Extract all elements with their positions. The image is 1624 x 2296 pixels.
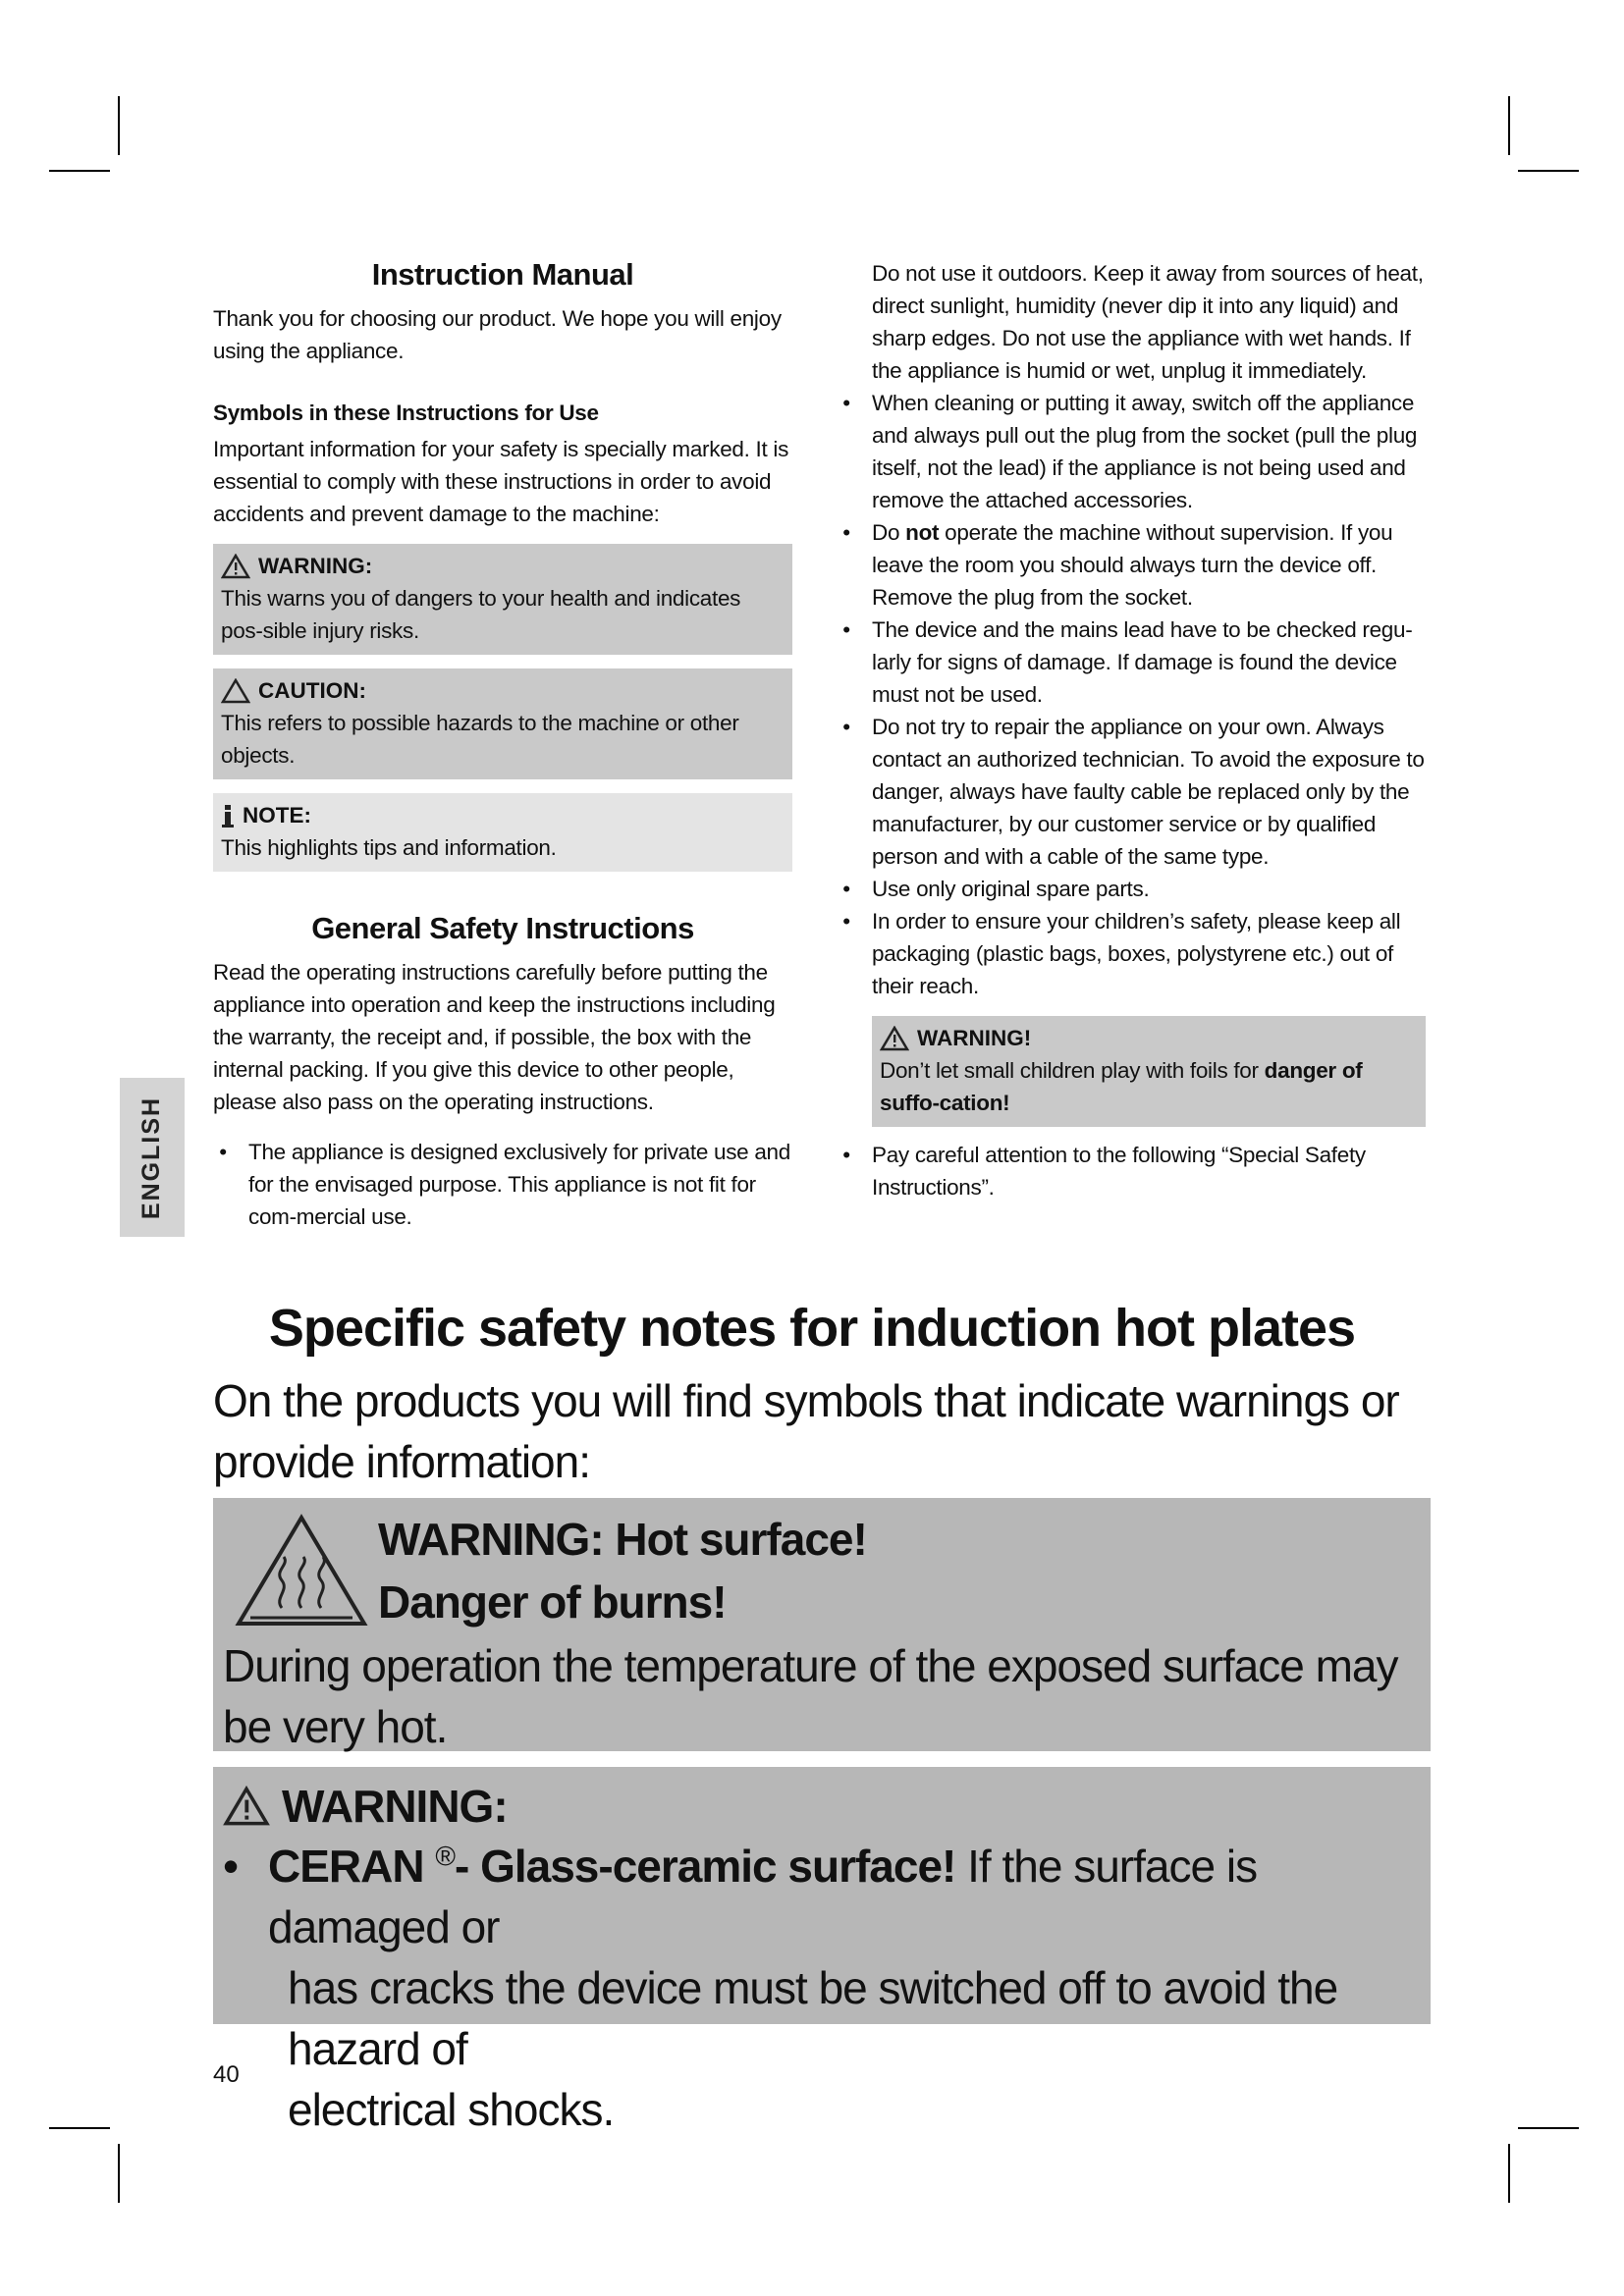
list-item: • Use only original spare parts. [842,877,1150,901]
note-text: This highlights tips and information. [221,835,557,860]
warning-triangle-icon [880,1026,909,1051]
list-item: • Pay careful attention to the following “Special Safety Instructions”. [842,1143,1366,1200]
caution-text: This refers to possible hazards to the machine or other objects. [221,711,739,768]
warning-label: WARNING: [258,554,373,578]
list-item: • In order to ensure your children’s safety, please keep all packaging (plastic bags, boxes, polystyrene etc.) out of their reach. [842,909,1401,998]
crop-mark [118,96,120,155]
list-item: • Do not operate the machine without supervision. If you leave the room you should always turn the device off. Remove the plug from the socket. [842,520,1393,610]
manual-title: Instruction Manual [371,257,634,292]
list-item: • When cleaning or putting it away, switch off the appliance and always pull out the plug from the socket (pull the plug itself, not the lead) if the appliance is not being used and remove the attached accessories. [842,391,1418,512]
symbols-text: Important information for your safety is specially marked. It is essential to comply with these instructions in order to avoid accidents and prevent damage to the machine: [213,437,789,526]
specific-safety-title: Specific safety notes for induction hot plates [268,1299,1356,1358]
note-box [213,793,792,872]
crop-mark [1518,170,1579,172]
page-number: 40 [213,2061,240,2088]
crop-mark [118,2144,120,2203]
continued-text: Do not use it outdoors. Keep it away from sources of heat, direct sunlight, humidity (never dip it into any liquid) and sharp edges. Do not use the appliance with wet hands. If the appliance is humid or wet, unplug it immediately. [872,261,1424,383]
hot-surface-icon [233,1512,370,1629]
right-bullet-list [837,387,1426,1002]
hot-surface-box [213,1498,1431,1751]
ceran-warning-text: • CERAN ®- Glass-ceramic surface! If the surface is damaged or has cracks the device must be switched off to avoid the hazard of electrical shocks. [223,1841,1338,2135]
intro-text: Thank you for choosing our product. We hope you will enjoy using the appliance. [213,306,782,363]
warning-box [213,544,792,655]
left-column [213,257,792,1233]
crop-mark [49,2127,110,2129]
specific-safety-intro: On the products you will find symbols that indicate warnings or provide information: [213,1375,1399,1487]
general-safety-text: Read the operating instructions carefully before putting the appliance into operation and keep the instructions including the warranty, the receipt and, if possible, the box with the internal packing. If you give this device to other people, please also pass on the operating instructions. [213,960,776,1114]
crop-mark [49,170,110,172]
hot-surface-heading: WARNING: Hot surface! Danger of burns! [378,1514,867,1628]
caution-triangle-icon [221,678,250,704]
list-item: • Do not try to repair the appliance on your own. Always contact an authorized technician. To avoid the exposure to danger, always have faulty cable be replaced only by the manufacturer, by our customer service or by qualified person and with a cable of the same type. [842,715,1425,869]
crop-mark [1508,96,1510,155]
list-item: • The appliance is designed exclusively for private use and for the envisaged purpose. This appliance is not fit for com-mercial use. [219,1140,790,1229]
general-safety-title: General Safety Instructions [311,911,694,945]
info-icon [221,803,235,828]
caution-label: CAUTION: [258,678,366,703]
list-item: • The device and the mains lead have to be checked regu-larly for signs of damage. If damage is found the device must not be used. [842,617,1413,707]
ceran-warning-heading: WARNING: [223,1775,508,1838]
right-bullet-list-2 [837,1139,1426,1203]
warning-triangle-icon [223,1786,270,1827]
note-label: NOTE: [243,803,311,828]
language-tab: ENGLISH [120,1078,185,1237]
right-column [837,257,1426,1203]
warning-triangle-icon [221,554,250,579]
left-bullet-list [213,1136,792,1233]
hot-surface-text: During operation the temperature of the exposed surface may be very hot. [223,1640,1398,1752]
warning-label: WARNING! [917,1026,1032,1050]
warning-text: This warns you of dangers to your health and indicates pos-sible injury risks. [221,586,741,643]
children-warning-box [872,1016,1426,1127]
crop-mark [1508,2144,1510,2203]
caution-box [213,668,792,779]
crop-mark [1518,2127,1579,2129]
symbols-heading: Symbols in these Instructions for Use [213,400,599,425]
children-warning-text: Don’t let small children play with foils for danger of suffo-cation! [880,1058,1363,1115]
